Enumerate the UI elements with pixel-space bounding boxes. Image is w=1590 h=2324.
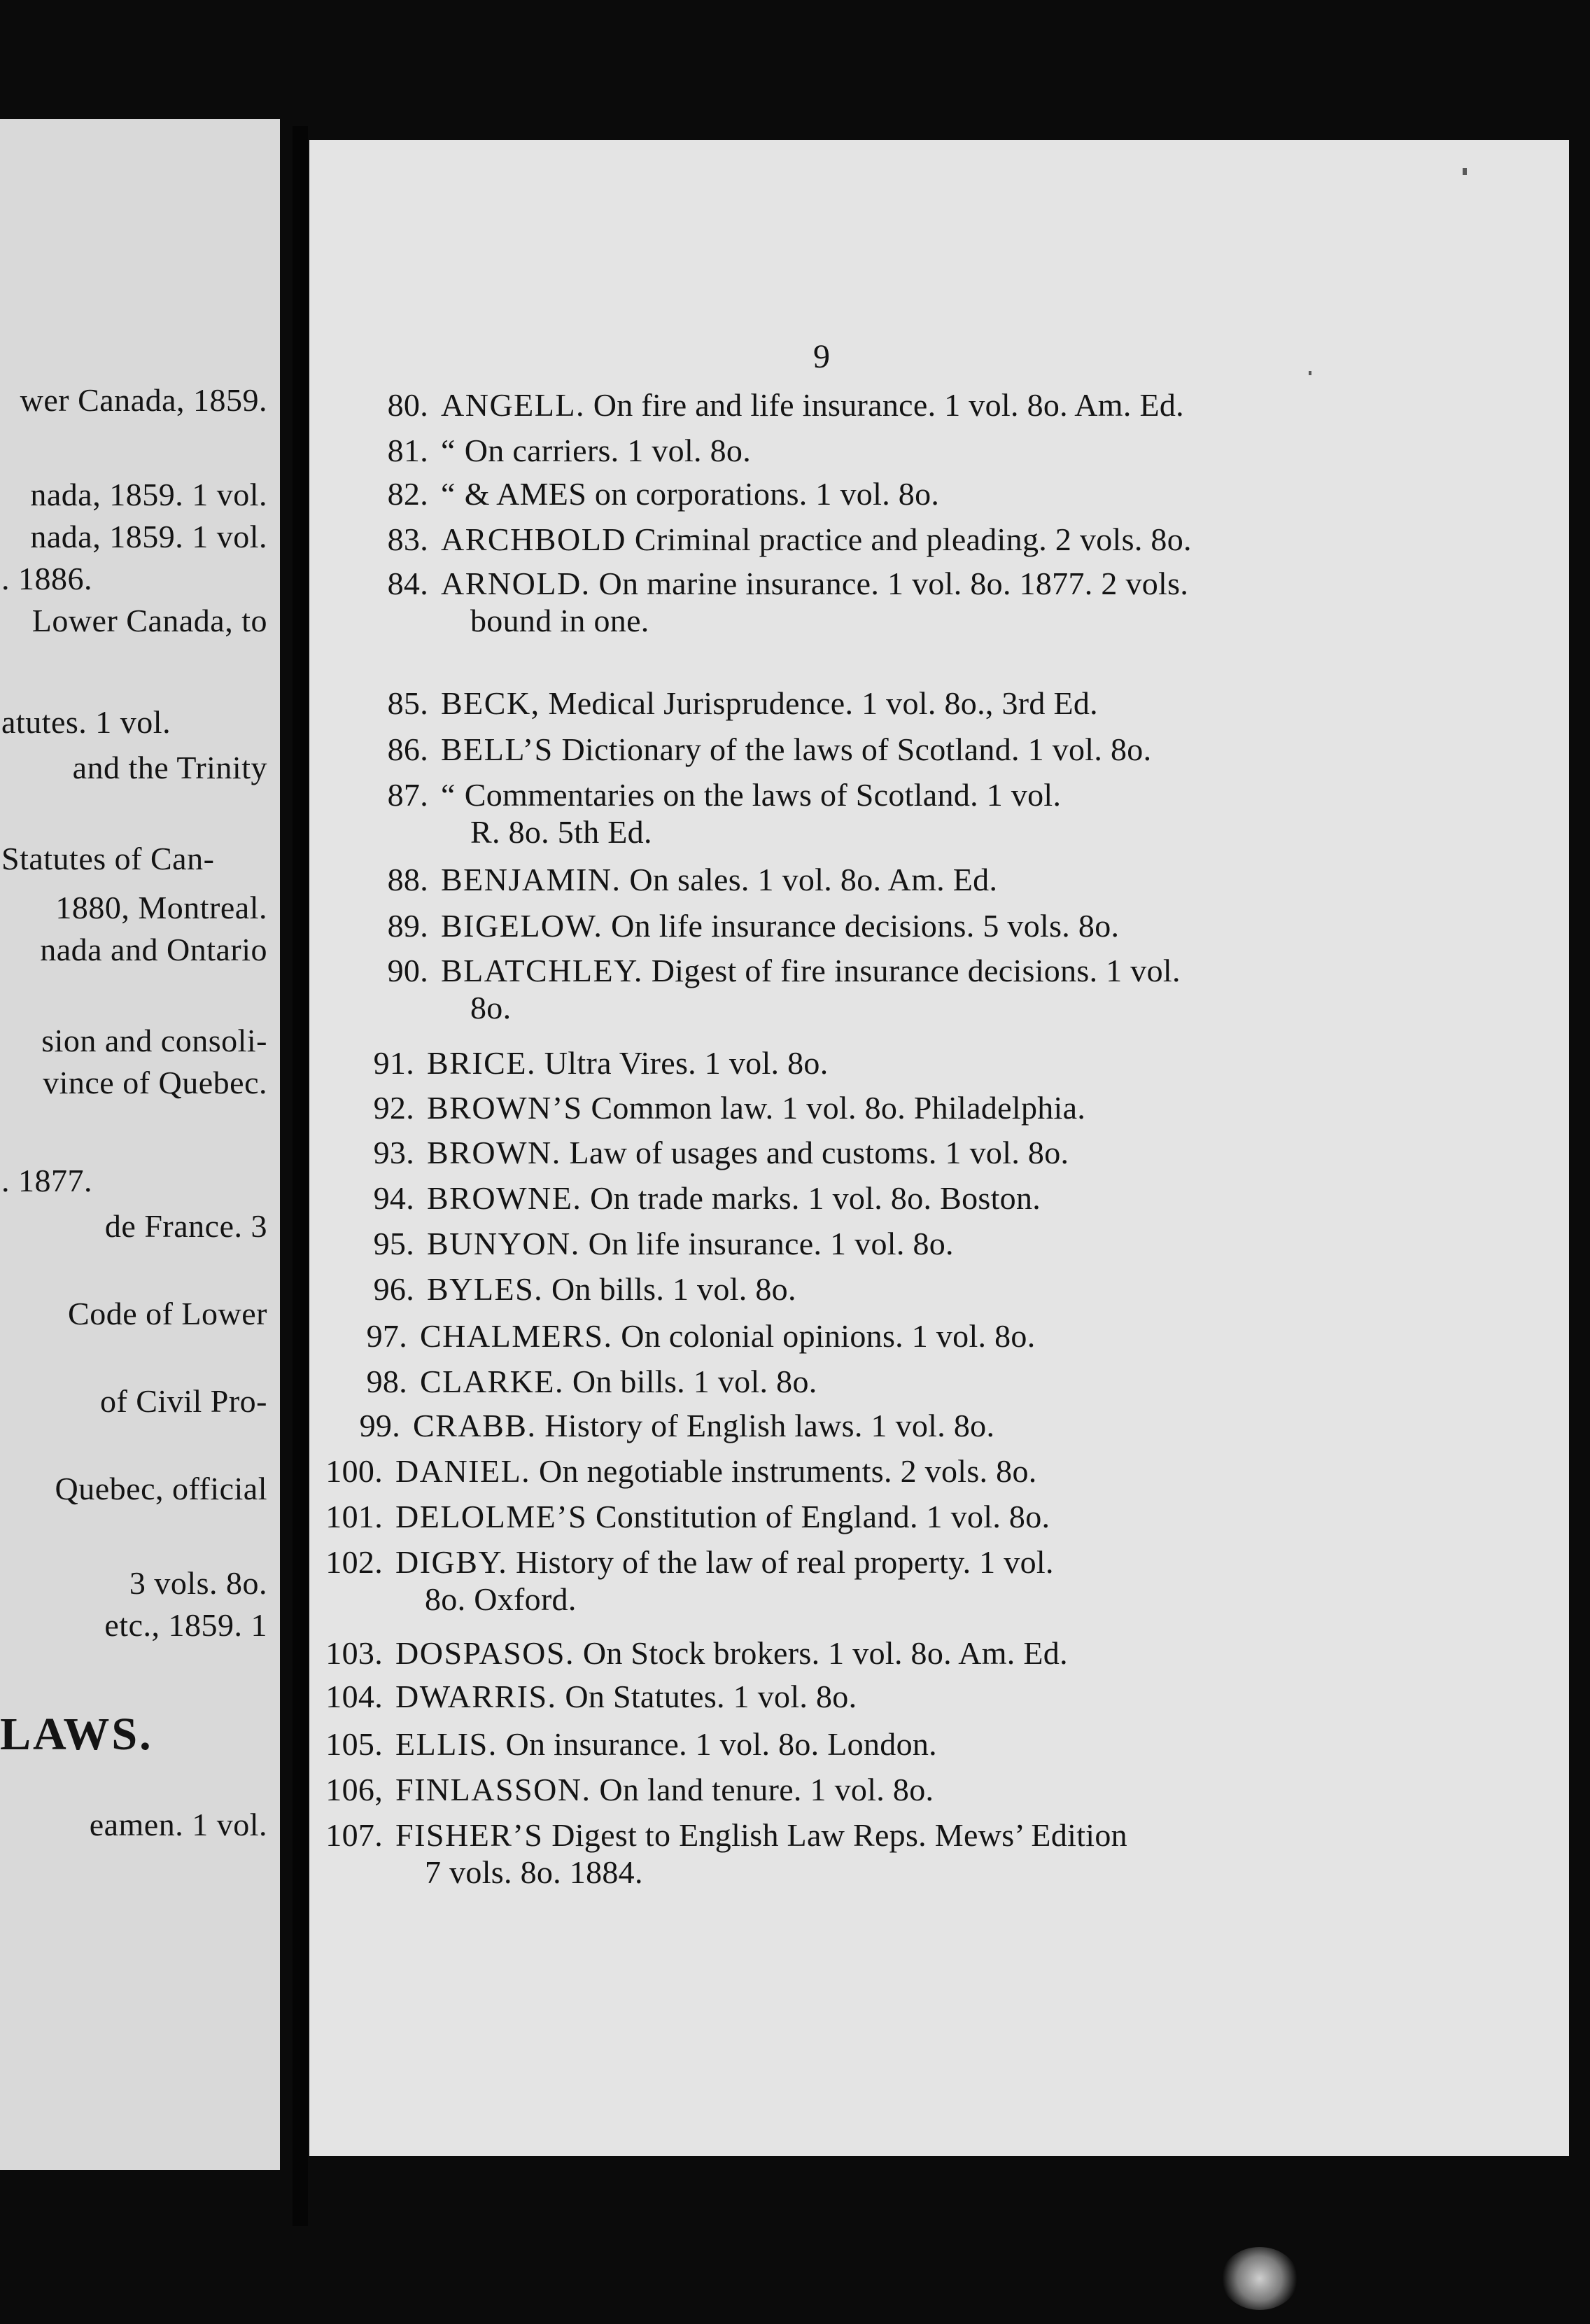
left-line: Lower Canada, to [31, 603, 267, 638]
entry-author: BECK, [441, 685, 540, 721]
catalogue-entry [309, 1816, 1127, 1891]
entry-description: On life insurance decisions. 5 vols. 8o. [611, 908, 1120, 944]
catalogue-entry [309, 1726, 937, 1763]
entry-continuation: R. 8o. 5th Ed. [470, 814, 652, 850]
entry-number: 81. [387, 433, 428, 468]
catalogue-entry [351, 521, 1192, 558]
entry-author: FISHER’S [395, 1817, 544, 1853]
entry-author: “ [441, 777, 456, 813]
entry-number: 83. [387, 522, 428, 557]
entry-number: 107. [325, 1817, 383, 1853]
catalogue-entry [337, 1044, 829, 1082]
catalogue-entry [309, 1678, 857, 1715]
catalogue-entry [323, 1407, 994, 1444]
catalogue-entry [309, 1634, 1068, 1672]
catalogue-entry [351, 952, 1181, 1026]
entry-author: FINLASSON. [395, 1772, 591, 1807]
left-line: of Civil Pro- [99, 1383, 267, 1419]
catalogue-entry [351, 565, 1188, 639]
left-line: nada, 1859. 1 vol. [30, 519, 267, 554]
right-page [309, 140, 1569, 2156]
entry-description: History of the law of real property. 1 vol. [516, 1544, 1054, 1580]
entry-number: 92. [373, 1090, 414, 1126]
catalogue-entry [337, 1225, 954, 1262]
entry-author: “ [441, 433, 456, 468]
entry-author: BENJAMIN. [441, 862, 621, 897]
entry-number: 98. [366, 1364, 407, 1399]
entry-description: Constitution of England. 1 vol. 8o. [595, 1499, 1050, 1534]
entry-number: 106, [325, 1772, 383, 1807]
entry-description: On insurance. 1 vol. 8o. London. [505, 1726, 937, 1762]
left-line: sion and consoli- [41, 1023, 267, 1058]
entry-description: On bills. 1 vol. 8o. [572, 1364, 817, 1399]
entry-author: BROWN. [427, 1135, 561, 1170]
entry-number: 87. [387, 777, 428, 813]
entry-author: DANIEL. [395, 1453, 531, 1489]
entry-description: On negotiable instruments. 2 vols. 8o. [539, 1453, 1037, 1489]
scan-smudge [1221, 2247, 1298, 2310]
entry-description: History of English laws. 1 vol. 8o. [544, 1408, 995, 1443]
left-line: and the Trinity [72, 750, 267, 785]
entry-description: On marine insurance. 1 vol. 8o. 1877. 2 vols. [598, 566, 1189, 601]
entry-author: BELL’S [441, 732, 554, 767]
catalogue-entry [330, 1363, 817, 1400]
entry-description: & AMES on corporations. 1 vol. 8o. [464, 476, 940, 512]
entry-number: 96. [373, 1271, 414, 1307]
catalogue-entry [337, 1134, 1069, 1171]
entry-description: On life insurance. 1 vol. 8o. [588, 1226, 954, 1261]
entry-number: 95. [373, 1226, 414, 1261]
entry-number: 105. [325, 1726, 383, 1762]
entry-description: On land tenure. 1 vol. 8o. [599, 1772, 934, 1807]
left-line: wer Canada, 1859. [20, 382, 267, 418]
entry-number: 100. [325, 1453, 383, 1489]
entry-author: BLATCHLEY. [441, 953, 643, 988]
catalogue-entry [351, 475, 939, 512]
entry-description: On sales. 1 vol. 8o. Am. Ed. [629, 862, 998, 897]
entry-description: On bills. 1 vol. 8o. [551, 1271, 796, 1307]
entry-description: Criminal practice and pleading. 2 vols. 8o. [634, 522, 1192, 557]
entry-continuation: 7 vols. 8o. 1884. [425, 1854, 643, 1890]
left-line: Statutes of Can- [1, 841, 215, 876]
catalogue-entry [351, 907, 1119, 944]
entry-author: BYLES. [427, 1271, 544, 1307]
catalogue-entry [351, 731, 1151, 768]
page-number: 9 [813, 338, 830, 375]
entry-number: 91. [373, 1045, 414, 1081]
entry-number: 90. [387, 953, 428, 988]
entry-author: BRICE. [427, 1045, 536, 1081]
left-line: nada and Ontario [40, 932, 267, 967]
catalogue-entry [337, 1089, 1085, 1126]
entry-description: Common law. 1 vol. 8o. Philadelphia. [591, 1090, 1086, 1126]
entry-number: 84. [387, 566, 428, 601]
entry-author: DWARRIS. [395, 1679, 557, 1714]
catalogue-entry [351, 432, 751, 469]
entry-author: DOSPASOS. [395, 1635, 575, 1671]
entry-author: CRABB. [413, 1408, 537, 1443]
left-line: vince of Quebec. [43, 1065, 267, 1100]
entry-description: On trade marks. 1 vol. 8o. Boston. [590, 1180, 1041, 1216]
entry-description: On fire and life insurance. 1 vol. 8o. Am. Ed. [593, 387, 1184, 423]
entry-continuation: bound in one. [470, 603, 649, 638]
catalogue-entry [309, 1498, 1050, 1535]
entry-author: “ [441, 476, 456, 512]
catalogue-entry [351, 861, 997, 898]
entry-number: 88. [387, 862, 428, 897]
entry-description: Medical Jurisprudence. 1 vol. 8o., 3rd Ed. [548, 685, 1098, 721]
entry-number: 103. [325, 1635, 383, 1671]
left-heading-laws: LAWS. [0, 1709, 153, 1760]
entry-description: On Statutes. 1 vol. 8o. [565, 1679, 857, 1714]
entry-author: DIGBY. [395, 1544, 508, 1580]
entry-author: ELLIS. [395, 1726, 498, 1762]
left-line: eamen. 1 vol. [89, 1807, 267, 1842]
entry-author: CLARKE. [420, 1364, 564, 1399]
left-line: 3 vols. 8o. [129, 1565, 267, 1601]
entry-description: Ultra Vires. 1 vol. 8o. [544, 1045, 829, 1081]
entry-number: 86. [387, 732, 428, 767]
catalogue-entry [337, 1180, 1041, 1217]
catalogue-entry [351, 386, 1184, 424]
entry-number: 104. [325, 1679, 383, 1714]
scan-speck [1309, 371, 1311, 375]
entry-author: BUNYON. [427, 1226, 580, 1261]
left-line: etc., 1859. 1 [104, 1607, 267, 1643]
entry-description: Digest of fire insurance decisions. 1 vol. [651, 953, 1181, 988]
entry-description: Law of usages and customs. 1 vol. 8o. [569, 1135, 1069, 1170]
entry-author: BROWNE. [427, 1180, 582, 1216]
entry-continuation: 8o. Oxford. [425, 1581, 577, 1617]
entry-author: CHALMERS. [420, 1318, 613, 1354]
gutter-rule [293, 126, 308, 2226]
entry-number: 102. [325, 1544, 383, 1580]
entry-author: BROWN’S [427, 1090, 583, 1126]
catalogue-entry [309, 1771, 934, 1808]
entry-number: 85. [387, 685, 428, 721]
entry-description: Dictionary of the laws of Scotland. 1 vol. 8o. [561, 732, 1152, 767]
entry-number: 80. [387, 387, 428, 423]
entry-number: 94. [373, 1180, 414, 1216]
catalogue-entry [351, 685, 1098, 722]
entry-author: DELOLME’S [395, 1499, 588, 1534]
catalogue-entry [351, 776, 1061, 850]
catalogue-entry [337, 1270, 796, 1308]
entry-description: On carriers. 1 vol. 8o. [464, 433, 752, 468]
left-page-fragment [0, 119, 280, 2170]
left-line: Quebec, official [55, 1471, 267, 1506]
left-line: . 1877. [1, 1163, 92, 1198]
catalogue-entry [309, 1544, 1054, 1618]
left-line: Code of Lower [68, 1296, 267, 1331]
entry-description: Digest to English Law Reps. Mews’ Edition [551, 1817, 1127, 1853]
catalogue-entry [309, 1452, 1037, 1490]
left-line: nada, 1859. 1 vol. [30, 477, 267, 512]
entry-number: 82. [387, 476, 428, 512]
entry-number: 97. [366, 1318, 407, 1354]
entry-description: Commentaries on the laws of Scotland. 1 vol. [464, 777, 1062, 813]
left-line: atutes. 1 vol. [1, 704, 171, 740]
entry-author: ARCHBOLD [441, 522, 627, 557]
catalogue-entry [330, 1317, 1036, 1354]
scan-speck [1463, 168, 1467, 175]
left-line: 1880, Montreal. [55, 890, 267, 925]
entry-description: On colonial opinions. 1 vol. 8o. [621, 1318, 1036, 1354]
entry-author: ARNOLD. [441, 566, 591, 601]
left-line: de France. 3 [104, 1208, 267, 1244]
entry-continuation: 8o. [470, 990, 512, 1026]
entry-description: On Stock brokers. 1 vol. 8o. Am. Ed. [582, 1635, 1068, 1671]
entry-number: 93. [373, 1135, 414, 1170]
left-line: . 1886. [1, 561, 92, 596]
entry-author: BIGELOW. [441, 908, 603, 944]
entry-author: ANGELL. [441, 387, 585, 423]
entry-number: 99. [359, 1408, 400, 1443]
entry-number: 101. [325, 1499, 383, 1534]
entry-number: 89. [387, 908, 428, 944]
